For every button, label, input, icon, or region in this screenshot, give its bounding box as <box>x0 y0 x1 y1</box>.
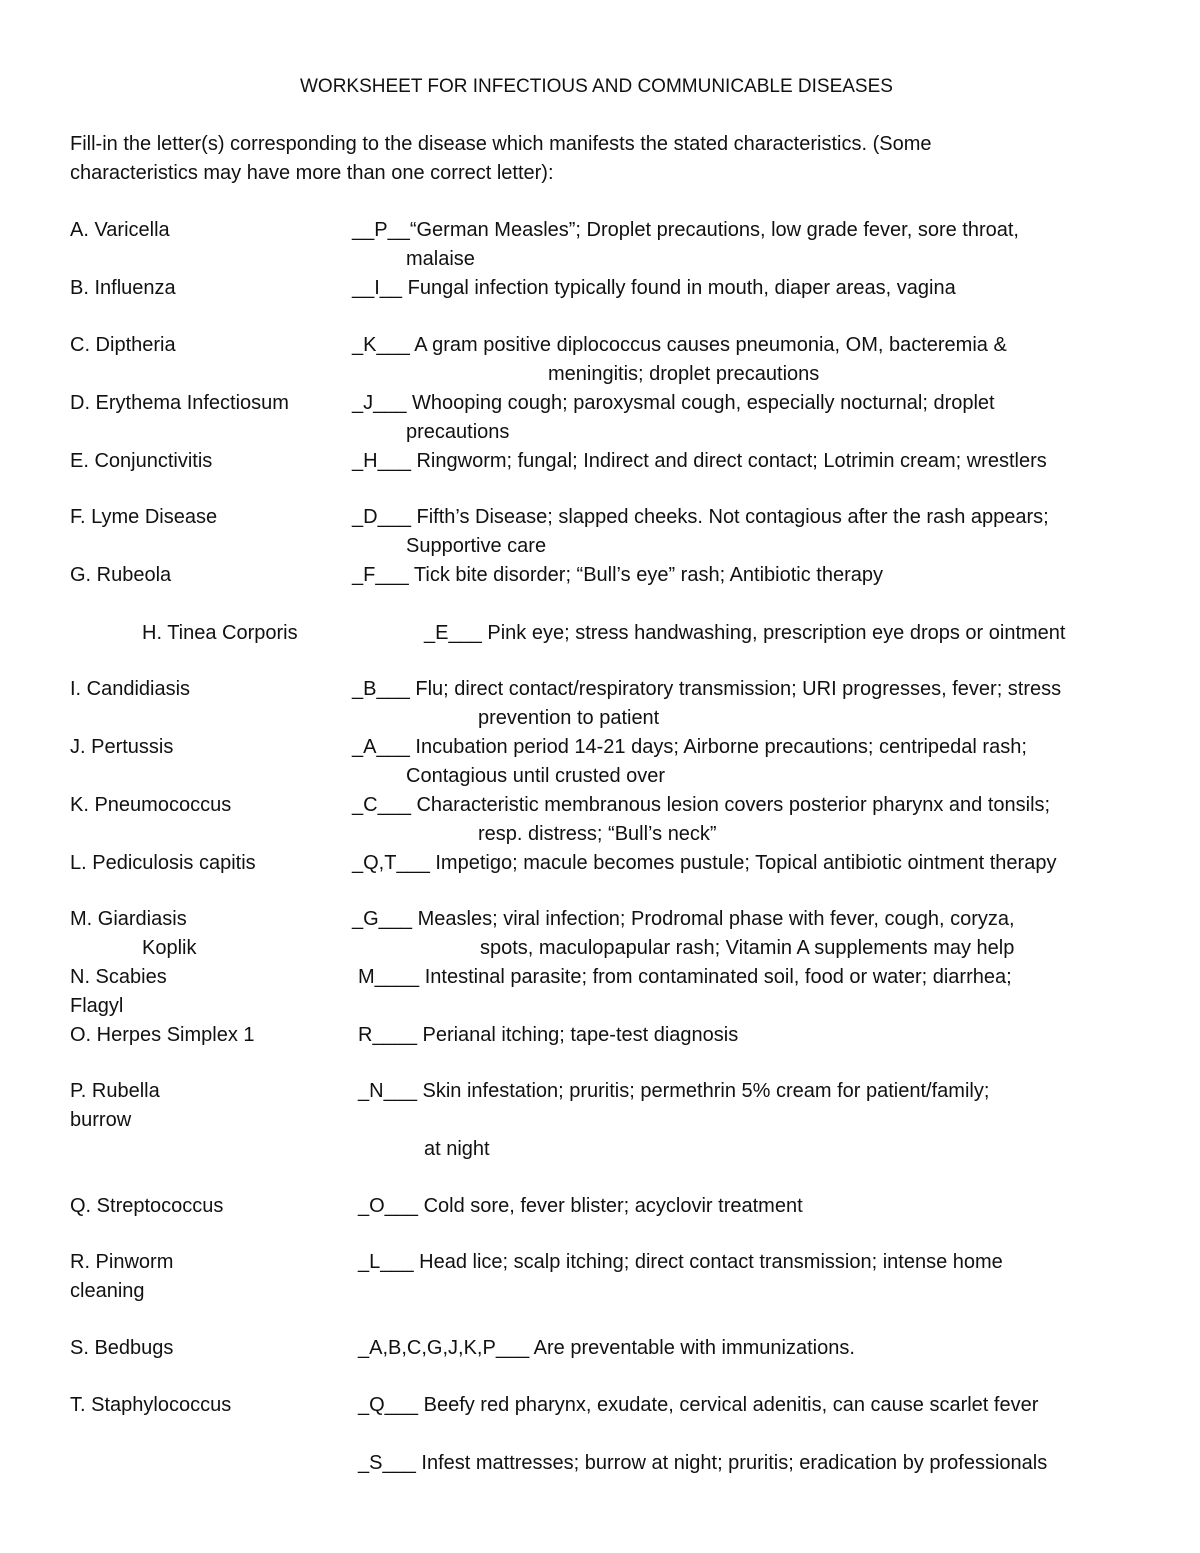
answer-line: _L___ Head lice; scalp itching; direct contact transmission; intense home <box>358 1251 1003 1273</box>
answer-line: _E___ Pink eye; stress handwashing, prescription eye drops or ointment <box>424 622 1066 644</box>
answer-line: spots, maculopapular rash; Vitamin A supplements may help <box>480 937 1015 959</box>
answer-line: prevention to patient <box>478 707 660 729</box>
disease-item: A. Varicella <box>70 219 170 241</box>
answer-line: __P__“German Measles”; Droplet precautions, low grade fever, sore throat, <box>352 219 1019 241</box>
disease-item: E. Conjunctivitis <box>70 450 213 472</box>
answer-line: _G___ Measles; viral infection; Prodromal phase with fever, cough, coryza, <box>352 908 1015 930</box>
disease-item: L. Pediculosis capitis <box>70 852 256 874</box>
disease-item: P. Rubella <box>70 1080 160 1102</box>
instructions-line: characteristics may have more than one correct letter): <box>70 162 554 184</box>
answer-line: meningitis; droplet precautions <box>548 363 820 385</box>
answer-line: burrow <box>70 1109 132 1131</box>
disease-item: H. Tinea Corporis <box>142 622 298 644</box>
disease-item: D. Erythema Infectiosum <box>70 392 289 414</box>
answer-line: _F___ Tick bite disorder; “Bull’s eye” rash; Antibiotic therapy <box>352 564 883 586</box>
answer-line: _K___ A gram positive diplococcus causes pneumonia, OM, bacteremia & <box>352 334 1007 356</box>
answer-line: _Q___ Beefy red pharynx, exudate, cervical adenitis, can cause scarlet fever <box>358 1394 1039 1416</box>
disease-item: N. Scabies <box>70 966 167 988</box>
disease-item: O. Herpes Simplex 1 <box>70 1024 255 1046</box>
answer-line: _A___ Incubation period 14-21 days; Airborne precautions; centripedal rash; <box>352 736 1027 758</box>
answer-line: _C___ Characteristic membranous lesion covers posterior pharynx and tonsils; <box>352 794 1051 816</box>
instructions-line: Fill-in the letter(s) corresponding to the disease which manifests the stated characteristics. (Some <box>70 133 932 155</box>
disease-item: S. Bedbugs <box>70 1337 174 1359</box>
disease-item: F. Lyme Disease <box>70 506 218 528</box>
answer-line: _N___ Skin infestation; pruritis; permethrin 5% cream for patient/family; <box>358 1080 990 1102</box>
answer-line: precautions <box>406 421 510 443</box>
answer-line: Contagious until crusted over <box>406 765 666 787</box>
answer-line: Supportive care <box>406 535 547 557</box>
answer-line: Flagyl <box>70 995 124 1017</box>
disease-item: M. Giardiasis <box>70 908 187 930</box>
disease-item: C. Diptheria <box>70 334 176 356</box>
answer-line: _D___ Fifth’s Disease; slapped cheeks. Not contagious after the rash appears; <box>352 506 1049 528</box>
disease-item: T. Staphylococcus <box>70 1394 232 1416</box>
disease-item: J. Pertussis <box>70 736 174 758</box>
answer-line: R____ Perianal itching; tape-test diagnosis <box>358 1024 739 1046</box>
disease-item: B. Influenza <box>70 277 176 299</box>
answer-line: _H___ Ringworm; fungal; Indirect and direct contact; Lotrimin cream; wrestlers <box>352 450 1047 472</box>
answer-line: at night <box>424 1138 490 1160</box>
answer-line: Koplik <box>142 937 197 959</box>
answer-line: _S___ Infest mattresses; burrow at night; pruritis; eradication by professionals <box>358 1452 1048 1474</box>
page-title: WORKSHEET FOR INFECTIOUS AND COMMUNICABLE DISEASES <box>300 76 893 97</box>
disease-item: G. Rubeola <box>70 564 172 586</box>
answer-line: _O___ Cold sore, fever blister; acyclovir treatment <box>358 1195 803 1217</box>
answer-line: _B___ Flu; direct contact/respiratory transmission; URI progresses, fever; stress <box>352 678 1062 700</box>
answer-line: resp. distress; “Bull’s neck” <box>478 823 717 845</box>
disease-item: I. Candidiasis <box>70 678 191 700</box>
answer-line: _Q,T___ Impetigo; macule becomes pustule; Topical antibiotic ointment therapy <box>352 852 1057 874</box>
answer-line: malaise <box>406 248 475 270</box>
disease-item: K. Pneumococcus <box>70 794 232 816</box>
answer-line: __I__ Fungal infection typically found in mouth, diaper areas, vagina <box>352 277 956 299</box>
answer-line: _A,B,C,G,J,K,P___ Are preventable with immunizations. <box>358 1337 855 1359</box>
answer-line: M____ Intestinal parasite; from contaminated soil, food or water; diarrhea; <box>358 966 1012 988</box>
answer-line: cleaning <box>70 1280 145 1302</box>
answer-line: _J___ Whooping cough; paroxysmal cough, especially nocturnal; droplet <box>352 392 995 414</box>
disease-item: R. Pinworm <box>70 1251 174 1273</box>
disease-item: Q. Streptococcus <box>70 1195 224 1217</box>
